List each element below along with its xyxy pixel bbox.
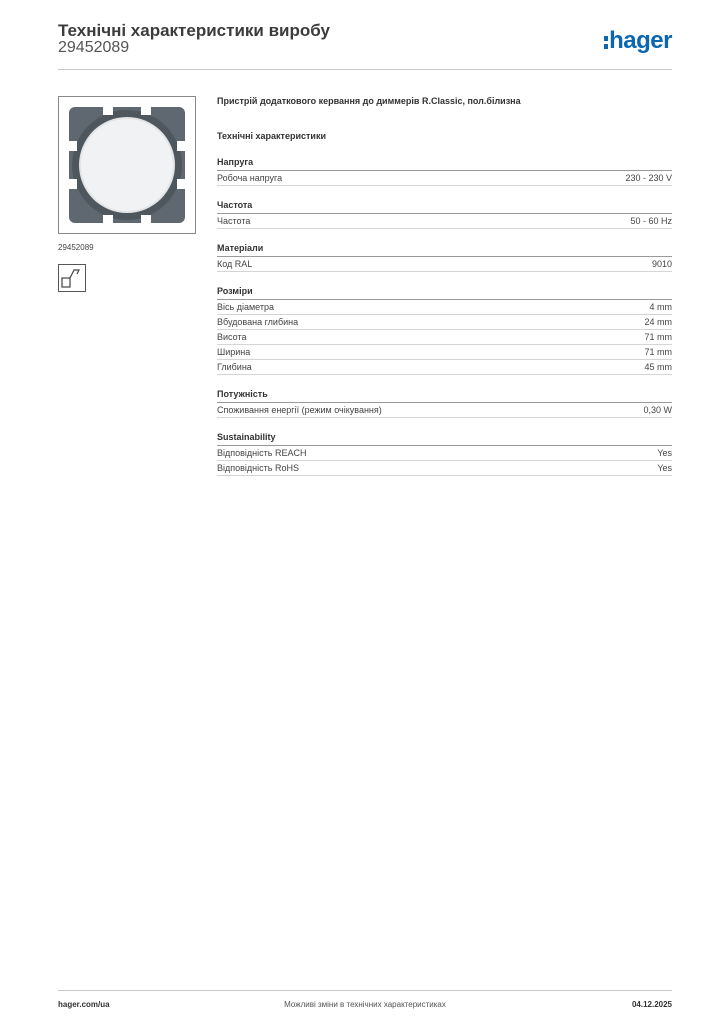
spec-row	[217, 330, 672, 345]
footer-date: 04.12.2025	[631, 1000, 672, 1009]
spec-label: Частота	[217, 216, 251, 226]
spec-label: Споживання енергії (режим очікування)	[217, 405, 382, 415]
product-image	[58, 96, 196, 234]
spec-label: Робоча напруга	[217, 173, 283, 183]
logo-mark-icon	[604, 36, 608, 49]
product-title: Пристрій додаткового кервання до диммерів R.Classic, пол.білизна	[217, 96, 521, 106]
spec-value: 45 mm	[644, 362, 672, 372]
spec-content	[217, 94, 672, 489]
spec-row	[217, 214, 672, 229]
spec-row	[217, 257, 672, 272]
spec-value: Yes	[657, 463, 672, 473]
spec-value: 4 mm	[649, 302, 672, 312]
mounting-symbol-icon	[58, 264, 86, 292]
page-header	[58, 21, 672, 70]
spec-row	[217, 315, 672, 330]
spec-group-title: Частота	[217, 199, 672, 214]
spec-label: Вісь діаметра	[217, 302, 274, 312]
footer-notice: Можливі зміни в технічних характеристиках	[284, 1000, 446, 1009]
spec-value: 0,30 W	[643, 405, 672, 415]
spec-row	[217, 345, 672, 360]
spec-value: 50 - 60 Hz	[630, 216, 672, 226]
product-photo-icon	[59, 97, 195, 233]
spec-group-title: Sustainability	[217, 431, 672, 446]
spec-groups	[217, 156, 672, 476]
spec-group	[217, 156, 672, 186]
spec-value: 71 mm	[644, 332, 672, 342]
spec-row	[217, 446, 672, 461]
spec-group-title: Напруга	[217, 156, 672, 171]
page-footer	[58, 990, 672, 1013]
spec-label: Відповідність RoHS	[217, 463, 299, 473]
spec-group	[217, 388, 672, 418]
spec-group	[217, 199, 672, 229]
spec-group	[217, 285, 672, 375]
spec-group-title: Розміри	[217, 285, 672, 300]
spec-value: 230 - 230 V	[625, 173, 672, 183]
spec-row	[217, 403, 672, 418]
spec-row	[217, 360, 672, 375]
spec-label: Код RAL	[217, 259, 253, 269]
spec-value: 24 mm	[644, 317, 672, 327]
spec-row	[217, 300, 672, 315]
specs-heading: Технічні характеристики	[217, 131, 326, 141]
logo-text: hager	[609, 27, 672, 54]
footer-website: hager.com/ua	[58, 1000, 110, 1009]
spec-group-title: Матеріали	[217, 242, 672, 257]
spec-label: Висота	[217, 332, 247, 342]
spec-value: Yes	[657, 448, 672, 458]
spec-label: Вбудована глибина	[217, 317, 299, 327]
spec-row	[217, 461, 672, 476]
image-caption: 29452089	[58, 243, 94, 252]
spec-row	[217, 171, 672, 186]
document-title: Технічні характеристики виробу	[58, 21, 330, 40]
hager-logo	[604, 28, 672, 58]
spec-group-title: Потужність	[217, 388, 672, 403]
product-code: 29452089	[58, 39, 130, 56]
spec-value: 71 mm	[644, 347, 672, 357]
spec-label: Ширина	[217, 347, 251, 357]
spec-group	[217, 431, 672, 476]
spec-group	[217, 242, 672, 272]
spec-label: Відповідність REACH	[217, 448, 307, 458]
spec-label: Глибина	[217, 362, 252, 372]
spec-value: 9010	[651, 259, 672, 269]
